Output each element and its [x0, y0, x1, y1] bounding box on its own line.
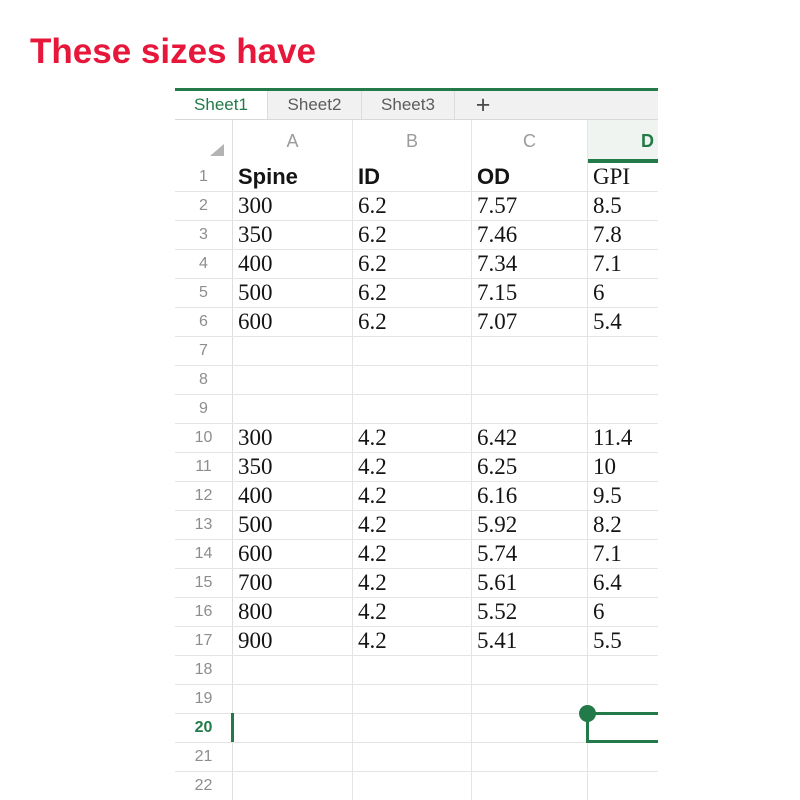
cell-D11[interactable]: 10 — [588, 453, 658, 481]
cell-D21[interactable] — [588, 743, 658, 771]
cell-C19[interactable] — [472, 685, 588, 713]
column-header-b[interactable]: B — [353, 120, 472, 163]
cell-B16[interactable]: 4.2 — [353, 598, 472, 626]
cell-A9[interactable] — [233, 395, 353, 423]
sheet-tab-bar — [175, 88, 658, 120]
selection-handle-icon[interactable] — [579, 705, 596, 722]
cell-A10[interactable]: 300 — [233, 424, 353, 452]
cell-D3[interactable]: 7.8 — [588, 221, 658, 249]
row-header-11[interactable]: 11 — [175, 453, 233, 481]
tab-sheet1[interactable]: Sheet1 — [175, 91, 268, 119]
cell-C7[interactable] — [472, 337, 588, 365]
cell-D8[interactable] — [588, 366, 658, 394]
row-header-3[interactable]: 3 — [175, 221, 233, 249]
cell-B3[interactable]: 6.2 — [353, 221, 472, 249]
table-row — [175, 192, 658, 221]
row-header-13[interactable]: 13 — [175, 511, 233, 539]
table-row — [175, 627, 658, 656]
cell-B8[interactable] — [353, 366, 472, 394]
cell-C13[interactable]: 5.92 — [472, 511, 588, 539]
cell-C3[interactable]: 7.46 — [472, 221, 588, 249]
cell-B6[interactable]: 6.2 — [353, 308, 472, 336]
cell-C10[interactable]: 6.42 — [472, 424, 588, 452]
cell-B11[interactable]: 4.2 — [353, 453, 472, 481]
cell-C2[interactable]: 7.57 — [472, 192, 588, 220]
cell-C18[interactable] — [472, 656, 588, 684]
table-row — [175, 511, 658, 540]
cell-C6[interactable]: 7.07 — [472, 308, 588, 336]
row-header-2[interactable]: 2 — [175, 192, 233, 220]
cell-B21[interactable] — [353, 743, 472, 771]
selection-box — [586, 712, 658, 743]
row-header-10[interactable]: 10 — [175, 424, 233, 452]
row-header-7[interactable]: 7 — [175, 337, 233, 365]
cell-A13[interactable]: 500 — [233, 511, 353, 539]
selected-row-indicator — [231, 713, 234, 742]
cell-B2[interactable]: 6.2 — [353, 192, 472, 220]
cell-B20[interactable] — [353, 714, 472, 742]
cell-A8[interactable] — [233, 366, 353, 394]
cell-C17[interactable]: 5.41 — [472, 627, 588, 655]
tab-sheet3[interactable]: Sheet3 — [362, 91, 455, 119]
table-row — [175, 279, 658, 308]
cell-D2[interactable]: 8.5 — [588, 192, 658, 220]
table-row — [175, 395, 658, 424]
cell-C4[interactable]: 7.34 — [472, 250, 588, 278]
table-row — [175, 221, 658, 250]
cell-D6[interactable]: 5.4 — [588, 308, 658, 336]
spreadsheet-widget — [175, 88, 658, 800]
table-row — [175, 453, 658, 482]
cell-C16[interactable]: 5.52 — [472, 598, 588, 626]
row-header-18[interactable]: 18 — [175, 656, 233, 684]
cell-D5[interactable]: 6 — [588, 279, 658, 307]
cell-A16[interactable]: 800 — [233, 598, 353, 626]
add-sheet-button[interactable] — [455, 91, 511, 119]
cell-D7[interactable] — [588, 337, 658, 365]
cell-D16[interactable]: 6 — [588, 598, 658, 626]
cell-B13[interactable]: 4.2 — [353, 511, 472, 539]
cell-D12[interactable]: 9.5 — [588, 482, 658, 510]
row-header-19[interactable]: 19 — [175, 685, 233, 713]
cell-C15[interactable]: 5.61 — [472, 569, 588, 597]
cell-B12[interactable]: 4.2 — [353, 482, 472, 510]
row-header-1[interactable]: 1 — [175, 163, 233, 191]
row-header-20[interactable]: 20 — [175, 714, 233, 742]
cell-B4[interactable]: 6.2 — [353, 250, 472, 278]
cell-A19[interactable] — [233, 685, 353, 713]
cell-D14[interactable]: 7.1 — [588, 540, 658, 568]
cell-B5[interactable]: 6.2 — [353, 279, 472, 307]
row-header-5[interactable]: 5 — [175, 279, 233, 307]
cell-A11[interactable]: 350 — [233, 453, 353, 481]
cell-B14[interactable]: 4.2 — [353, 540, 472, 568]
row-header-21[interactable]: 21 — [175, 743, 233, 771]
cell-A20[interactable] — [233, 714, 353, 742]
cell-D9[interactable] — [588, 395, 658, 423]
table-row — [175, 163, 658, 192]
cell-D22[interactable] — [588, 772, 658, 800]
table-row — [175, 772, 658, 800]
select-all-corner[interactable] — [175, 120, 233, 163]
cell-A14[interactable]: 600 — [233, 540, 353, 568]
cell-D13[interactable]: 8.2 — [588, 511, 658, 539]
cell-D17[interactable]: 5.5 — [588, 627, 658, 655]
row-header-16[interactable]: 16 — [175, 598, 233, 626]
cell-A3[interactable]: 350 — [233, 221, 353, 249]
column-header-d[interactable]: D — [588, 120, 658, 163]
cell-B18[interactable] — [353, 656, 472, 684]
cell-B17[interactable]: 4.2 — [353, 627, 472, 655]
cell-B9[interactable] — [353, 395, 472, 423]
row-header-9[interactable]: 9 — [175, 395, 233, 423]
cell-A15[interactable]: 700 — [233, 569, 353, 597]
table-row — [175, 308, 658, 337]
page-title: These sizes have — [30, 32, 316, 71]
cell-C11[interactable]: 6.25 — [472, 453, 588, 481]
table-row — [175, 424, 658, 453]
row-header-17[interactable]: 17 — [175, 627, 233, 655]
table-row — [175, 366, 658, 395]
table-row — [175, 337, 658, 366]
cell-C21[interactable] — [472, 743, 588, 771]
cell-C1[interactable]: OD — [472, 163, 588, 191]
cell-C22[interactable] — [472, 772, 588, 800]
cell-A6[interactable]: 600 — [233, 308, 353, 336]
cell-B22[interactable] — [353, 772, 472, 800]
row-header-6[interactable]: 6 — [175, 308, 233, 336]
column-header-row — [175, 120, 658, 163]
table-row — [175, 250, 658, 279]
cell-D15[interactable]: 6.4 — [588, 569, 658, 597]
cell-A22[interactable] — [233, 772, 353, 800]
table-row — [175, 540, 658, 569]
cell-D18[interactable] — [588, 656, 658, 684]
cell-C12[interactable]: 6.16 — [472, 482, 588, 510]
cell-A12[interactable]: 400 — [233, 482, 353, 510]
cell-A21[interactable] — [233, 743, 353, 771]
column-header-a[interactable]: A — [233, 120, 353, 163]
table-row — [175, 743, 658, 772]
cell-A2[interactable]: 300 — [233, 192, 353, 220]
cell-C9[interactable] — [472, 395, 588, 423]
tab-sheet2[interactable]: Sheet2 — [268, 91, 362, 119]
row-header-22[interactable]: 22 — [175, 772, 233, 800]
row-header-8[interactable]: 8 — [175, 366, 233, 394]
table-row — [175, 598, 658, 627]
table-row — [175, 656, 658, 685]
column-header-c[interactable]: C — [472, 120, 588, 163]
select-all-icon — [210, 144, 224, 156]
cell-C5[interactable]: 7.15 — [472, 279, 588, 307]
cell-B15[interactable]: 4.2 — [353, 569, 472, 597]
cell-D10[interactable]: 11.4 — [588, 424, 658, 452]
row-header-12[interactable]: 12 — [175, 482, 233, 510]
cell-A4[interactable]: 400 — [233, 250, 353, 278]
plus-icon: + — [475, 90, 491, 119]
cell-A1[interactable]: Spine — [233, 163, 353, 191]
cell-D4[interactable]: 7.1 — [588, 250, 658, 278]
cell-C14[interactable]: 5.74 — [472, 540, 588, 568]
cell-B19[interactable] — [353, 685, 472, 713]
row-header-4[interactable]: 4 — [175, 250, 233, 278]
cell-A7[interactable] — [233, 337, 353, 365]
cell-B1[interactable]: ID — [353, 163, 472, 191]
cell-D19[interactable] — [588, 685, 658, 713]
cell-A5[interactable]: 500 — [233, 279, 353, 307]
cell-C8[interactable] — [472, 366, 588, 394]
cell-C20[interactable] — [472, 714, 588, 742]
cell-D1[interactable]: GPI — [588, 163, 658, 191]
cell-B7[interactable] — [353, 337, 472, 365]
table-row — [175, 482, 658, 511]
cell-A17[interactable]: 900 — [233, 627, 353, 655]
row-header-15[interactable]: 15 — [175, 569, 233, 597]
table-row — [175, 569, 658, 598]
cell-A18[interactable] — [233, 656, 353, 684]
row-header-14[interactable]: 14 — [175, 540, 233, 568]
cell-B10[interactable]: 4.2 — [353, 424, 472, 452]
